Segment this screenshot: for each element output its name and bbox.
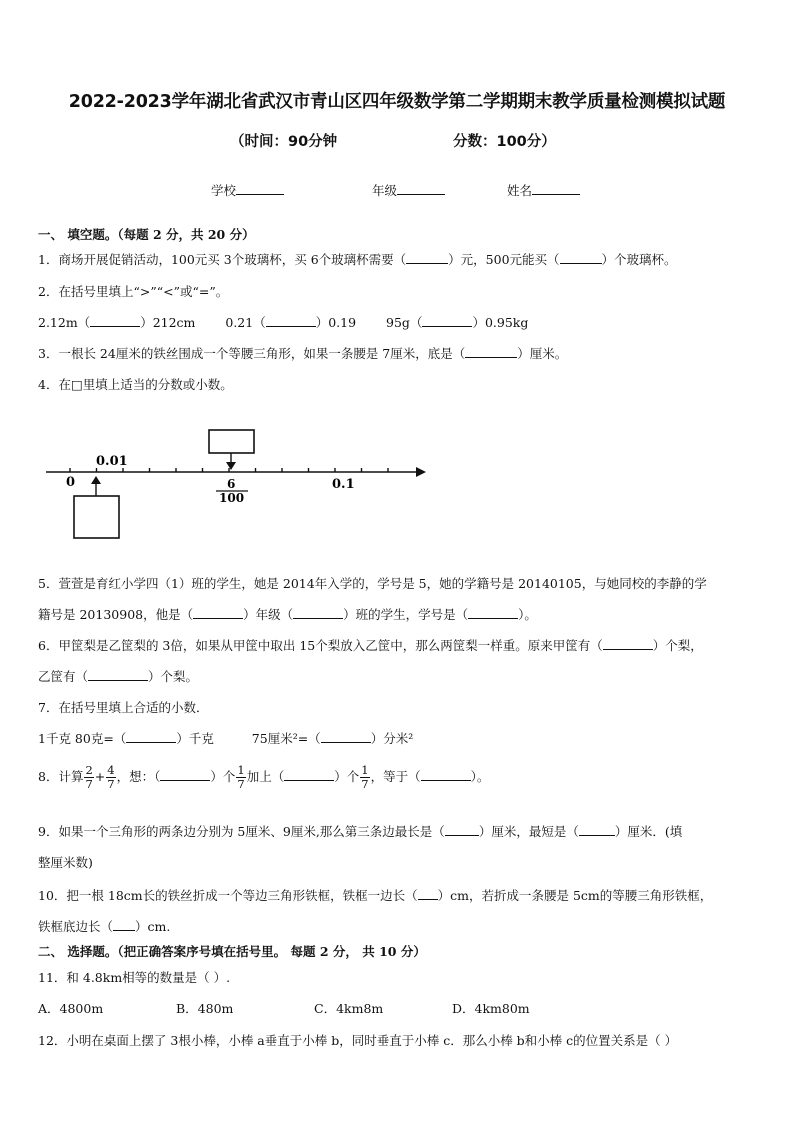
q8-blank-1[interactable] bbox=[160, 768, 210, 781]
question-4: 4．在□里填上适当的分数或小数。 bbox=[38, 377, 233, 392]
grade-field[interactable] bbox=[372, 181, 445, 199]
q5-text-d: ）。 bbox=[518, 607, 537, 622]
frac-1-7a-num: 1 bbox=[237, 763, 245, 777]
q8-text-a: 8．计算 bbox=[38, 769, 84, 784]
q1-text-b: ）元，500元能买（ bbox=[448, 252, 560, 267]
frac-1-7b-den: 7 bbox=[361, 777, 369, 791]
page-title: 2022-2023学年湖北省武汉市青山区四年级数学第二学期期末教学质量检测模拟试题 bbox=[68, 92, 726, 112]
q7-blank-2[interactable] bbox=[321, 730, 371, 743]
label-0-01: 0.01 bbox=[96, 454, 128, 469]
q5-blank-1[interactable] bbox=[193, 606, 243, 619]
q3-text-b: ）厘米。 bbox=[517, 346, 568, 361]
q8-text-c: ）个 bbox=[210, 769, 236, 784]
q5-text-a: 籍号是 20130908，他是（ bbox=[38, 607, 194, 622]
label-0: 0 bbox=[66, 475, 76, 490]
question-9-line-1 bbox=[38, 822, 682, 840]
q7-item-1-a: 1千克 80克=（ bbox=[38, 731, 127, 746]
q2-blank-2[interactable] bbox=[266, 314, 316, 327]
q2-item-1-a: 2.12m（ bbox=[38, 315, 91, 330]
frac-1-7b-num: 1 bbox=[361, 763, 369, 777]
plus-sign: + bbox=[94, 769, 106, 784]
section-1-heading bbox=[38, 225, 255, 243]
frac-4-7-num: 4 bbox=[107, 763, 115, 777]
top-arrow-head bbox=[226, 462, 236, 470]
question-1 bbox=[38, 250, 677, 268]
q10-blank-1[interactable] bbox=[418, 887, 438, 900]
fraction-1-7-a bbox=[236, 764, 245, 791]
q8-text-f: ，等于（ bbox=[370, 769, 421, 784]
question-2: 2．在括号里填上“>”“<”或“=”。 bbox=[38, 284, 229, 299]
fraction-numerator: 6 bbox=[227, 477, 236, 491]
fraction-2-7 bbox=[84, 764, 93, 791]
question-7: 7．在括号里填上合适的小数． bbox=[38, 700, 209, 715]
bottom-answer-box[interactable] bbox=[74, 496, 119, 538]
q8-text-d: 加上（ bbox=[246, 769, 285, 784]
option-d[interactable]: D．4km80m bbox=[452, 1001, 530, 1016]
q6-text-c: 乙筐有（ bbox=[38, 669, 89, 684]
q10-text-b: ）cm，若折成一条腰是 5cm的等腰三角形铁框， bbox=[437, 888, 713, 903]
q7-blank-1[interactable] bbox=[126, 730, 176, 743]
section-2-title: 二、 选择题。 bbox=[38, 944, 118, 959]
q5-blank-2[interactable] bbox=[293, 606, 343, 619]
school-blank[interactable] bbox=[236, 182, 284, 195]
top-answer-box[interactable] bbox=[209, 430, 254, 453]
question-9-line-2: 整厘米数) bbox=[38, 855, 93, 870]
question-10-line-2 bbox=[38, 917, 170, 935]
q2-item-1-b: ）212cm bbox=[140, 315, 196, 330]
q1-blank-1[interactable] bbox=[406, 251, 448, 264]
q8-text-e: ）个 bbox=[334, 769, 360, 784]
q1-text-a: 1．商场开展促销活动，100元买 3个玻璃杯，买 6个玻璃杯需要（ bbox=[38, 252, 407, 267]
q6-blank-2[interactable] bbox=[88, 668, 148, 681]
question-5-line-2 bbox=[38, 605, 537, 623]
time-label: （时间：90分钟 bbox=[230, 134, 338, 150]
q6-text-a: 6．甲筐梨是乙筐梨的 3倍，如果从甲筐中取出 15个梨放入乙筐中，那么两筐梨一样重。原来甲筐有（ bbox=[38, 638, 603, 653]
option-a[interactable]: A．4800m bbox=[38, 1001, 104, 1016]
name-field[interactable] bbox=[507, 181, 580, 199]
q3-blank[interactable] bbox=[465, 345, 517, 358]
grade-blank[interactable] bbox=[397, 182, 445, 195]
q3-text-a: 3．一根长 24厘米的铁丝围成一个等腰三角形，如果一条腰是 7厘米，底是（ bbox=[38, 346, 466, 361]
q5-blank-3[interactable] bbox=[468, 606, 518, 619]
q10-blank-2[interactable] bbox=[113, 918, 135, 931]
q2-item-3-a: 95g（ bbox=[386, 315, 423, 330]
q5-text-b: ）年级（ bbox=[243, 607, 294, 622]
q7-item-2-a: 75厘米²=（ bbox=[251, 731, 321, 746]
option-b[interactable]: B．480m bbox=[176, 1001, 234, 1016]
q2-item-3-b: ）0.95kg bbox=[472, 315, 529, 330]
q7-item-1-b: ）千克 bbox=[176, 731, 214, 746]
question-8 bbox=[38, 764, 489, 791]
frac-2-7-num: 2 bbox=[85, 763, 93, 777]
question-10-line-1 bbox=[38, 886, 712, 904]
q10-text-d: ）cm. bbox=[135, 919, 171, 934]
grade-label: 年级 bbox=[372, 183, 398, 198]
section-1-title: 一、 填空题。 bbox=[38, 227, 118, 242]
section-2-note: （把正确答案序号填在括号里。 每题 2 分， 共 10 分） bbox=[117, 944, 426, 959]
q9-text-b: ）厘米，最短是（ bbox=[478, 824, 579, 839]
score-label: 分数：100分） bbox=[453, 134, 556, 150]
q5-text-c: ）班的学生，学号是（ bbox=[343, 607, 469, 622]
school-field[interactable] bbox=[211, 181, 284, 199]
frac-2-7-den: 7 bbox=[85, 777, 93, 791]
name-label: 姓名 bbox=[507, 183, 533, 198]
q9-text-c: ）厘米．(填 bbox=[614, 824, 683, 839]
q2-blank-3[interactable] bbox=[422, 314, 472, 327]
question-3 bbox=[38, 344, 567, 362]
question-2-items bbox=[38, 313, 528, 331]
question-11: 11．和 4.8km相等的数量是（ ）. bbox=[38, 970, 231, 985]
q2-item-2-a: 0.21（ bbox=[225, 315, 266, 330]
q9-text-a: 9．如果一个三角形的两条边分别为 5厘米、9厘米,那么第三条边最长是（ bbox=[38, 824, 445, 839]
q10-text-c: 铁框底边长（ bbox=[38, 919, 114, 934]
q1-blank-2[interactable] bbox=[560, 251, 602, 264]
option-c[interactable]: C．4km8m bbox=[314, 1001, 384, 1016]
label-0-1: 0.1 bbox=[332, 477, 355, 492]
q6-text-b: ）个梨， bbox=[652, 638, 703, 653]
q7-item-2-b: ）分米² bbox=[370, 731, 414, 746]
q8-blank-3[interactable] bbox=[421, 768, 471, 781]
question-5-line-1: 5．萱萱是育红小学四（1）班的学生，她是 2014年入学的，学号是 5，她的学籍号是 20140105，与她同校的李静的学 bbox=[38, 576, 707, 591]
q8-text-g: ）。 bbox=[470, 769, 490, 784]
q8-text-b: ，想：（ bbox=[116, 769, 161, 784]
q9-blank-2[interactable] bbox=[579, 823, 615, 836]
fraction-4-7 bbox=[106, 764, 115, 791]
fraction-1-7-b bbox=[360, 764, 369, 791]
q1-text-c: ）个玻璃杯。 bbox=[601, 252, 677, 267]
q6-blank-1[interactable] bbox=[603, 637, 653, 650]
q2-item-2-b: ）0.19 bbox=[315, 315, 357, 330]
section-1-note: （每题 2 分，共 20 分） bbox=[117, 227, 255, 242]
q8-blank-2[interactable] bbox=[284, 768, 334, 781]
fraction-denominator: 100 bbox=[219, 491, 245, 505]
frac-1-7a-den: 7 bbox=[237, 777, 245, 791]
frac-4-7-den: 7 bbox=[107, 777, 115, 791]
number-line-arrowhead bbox=[416, 467, 426, 477]
bottom-arrow-head bbox=[91, 476, 101, 484]
q2-blank-1[interactable] bbox=[90, 314, 140, 327]
section-2-heading bbox=[38, 942, 426, 960]
name-blank[interactable] bbox=[532, 182, 580, 195]
question-7-items bbox=[38, 729, 413, 747]
question-12: 12．小明在桌面上摆了 3根小棒，小棒 a垂直于小棒 b，同时垂直于小棒 c．那么小棒 b和小棒 c的位置关系是（ ） bbox=[38, 1033, 678, 1048]
q9-blank-1[interactable] bbox=[445, 823, 479, 836]
q6-text-d: ）个梨。 bbox=[148, 669, 199, 684]
question-6-line-1 bbox=[38, 636, 703, 654]
question-6-line-2 bbox=[38, 667, 198, 685]
number-line-figure bbox=[40, 420, 430, 545]
q10-text-a: 10．把一根 18cm长的铁丝折成一个等边三角形铁框，铁框一边长（ bbox=[38, 888, 418, 903]
school-label: 学校 bbox=[211, 183, 237, 198]
